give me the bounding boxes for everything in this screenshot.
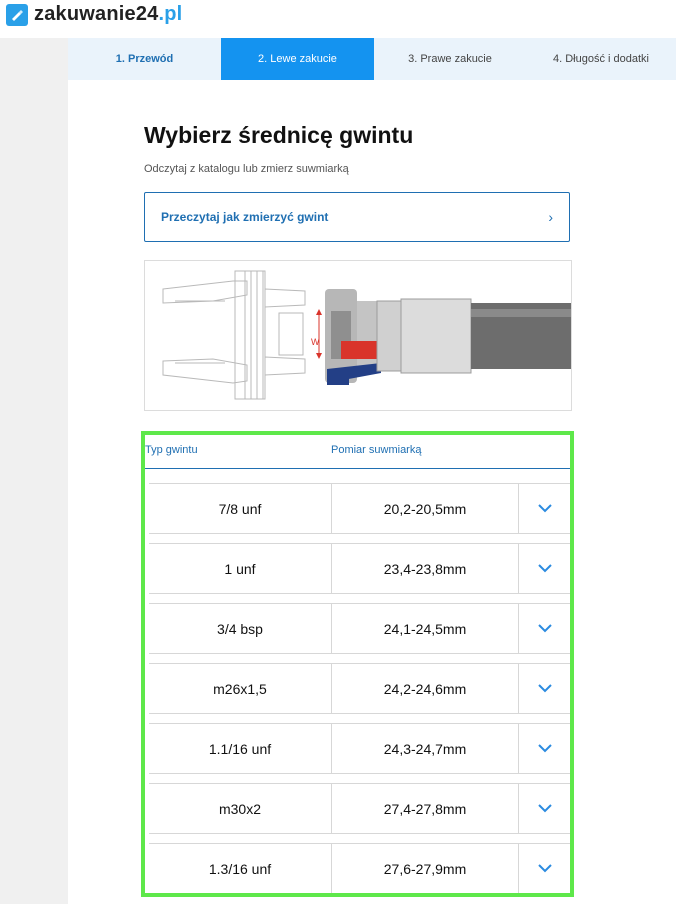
chevron-right-icon: › (548, 209, 553, 225)
chevron-down-icon[interactable] (519, 604, 570, 653)
progress-steps (68, 38, 676, 80)
how-to-measure-label: Przeczytaj jak zmierzyć gwint (161, 210, 329, 224)
table-row[interactable] (149, 543, 570, 594)
brand-logo[interactable] (6, 3, 182, 26)
thread-type: 1 unf (149, 544, 332, 593)
measurement: 24,3-24,7mm (332, 724, 519, 773)
caliper-illustration (145, 261, 571, 410)
chevron-down-icon[interactable] (519, 484, 570, 533)
table-row[interactable] (149, 843, 570, 894)
chevron-down-icon[interactable] (519, 844, 570, 893)
logo-icon (6, 4, 28, 26)
table-row[interactable] (149, 723, 570, 774)
chevron-down-icon[interactable] (519, 544, 570, 593)
measurement: 24,1-24,5mm (332, 604, 519, 653)
measurement: 20,2-20,5mm (332, 484, 519, 533)
step-3-prawe-zakucie[interactable]: 3. Prawe zakucie (408, 53, 492, 65)
page-title: Wybierz średnicę gwintu (144, 122, 414, 148)
svg-text:W: W (311, 337, 320, 347)
table-row[interactable] (149, 483, 570, 534)
chevron-down-icon[interactable] (519, 784, 570, 833)
thread-type: m26x1,5 (149, 664, 332, 713)
chevron-down-icon[interactable] (519, 664, 570, 713)
page-subtitle: Odczytaj z katalogu lub zmierz suwmiarką (144, 163, 349, 175)
step-1-przewod[interactable]: 1. Przewód (115, 53, 174, 65)
thread-type: 1.1/16 unf (149, 724, 332, 773)
measurement: 27,6-27,9mm (332, 844, 519, 893)
brand-name: zakuwanie24.pl (34, 3, 183, 25)
table-row[interactable] (149, 603, 570, 654)
step-4-dlugosc-i-dodatki[interactable]: 4. Długość i dodatki (553, 53, 649, 65)
step-2-lewe-zakucie[interactable]: 2. Lewe zakucie (221, 38, 374, 80)
measurement: 27,4-27,8mm (332, 784, 519, 833)
how-to-measure-link[interactable] (144, 192, 570, 242)
column-header-thread-type: Typ gwintu (145, 444, 198, 456)
thread-type: 1.3/16 unf (149, 844, 332, 893)
left-gutter (0, 38, 68, 904)
column-header-measurement: Pomiar suwmiarką (331, 444, 422, 456)
thread-table (141, 431, 574, 897)
thread-type: 7/8 unf (149, 484, 332, 533)
table-header (145, 435, 570, 469)
chevron-down-icon[interactable] (519, 724, 570, 773)
measurement: 23,4-23,8mm (332, 544, 519, 593)
table-row[interactable] (149, 783, 570, 834)
measurement: 24,2-24,6mm (332, 664, 519, 713)
thread-type: m30x2 (149, 784, 332, 833)
top-bar (0, 0, 676, 38)
thread-type: 3/4 bsp (149, 604, 332, 653)
thread-measurement-diagram (144, 260, 572, 411)
table-row[interactable] (149, 663, 570, 714)
